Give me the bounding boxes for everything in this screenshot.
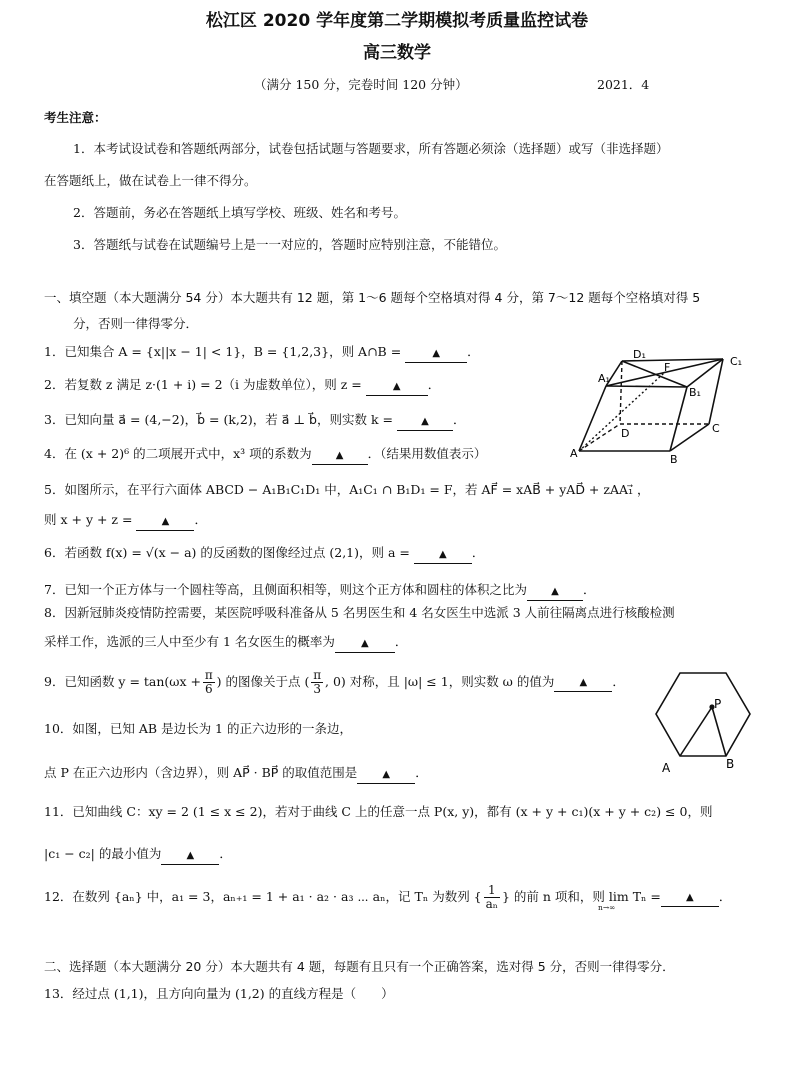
question-12-part-a: 12．在数列 {aₙ} 中，a₁ = 3，aₙ₊₁ = 1 + a₁ · a₂ · a₃ ⋯ aₙ，记 Tₙ 为数列 {	[44, 889, 482, 904]
question-12-end: ．	[718, 889, 732, 904]
fraction-numerator: 1	[487, 882, 496, 897]
question-12	[44, 880, 731, 914]
question-6-text: 6．若函数 f(x) = √(x − a) 的反函数的图像经过点 (2,1)，则 a =	[44, 545, 414, 560]
fraction-denominator: 6	[205, 681, 213, 696]
answer-blank-12	[661, 888, 719, 907]
prism-label-a: A	[570, 447, 578, 460]
answer-blank-11	[161, 846, 219, 865]
question-5-line-1: 5．如图所示，在平行六面体 ABCD − A₁B₁C₁D₁ 中，A₁C₁ ∩ B₁D₁ = F，若 AF⃗ = xAB⃗ + yAD⃗ + zAA₁⃗ ，	[44, 482, 650, 497]
prism-label-c: C	[712, 422, 720, 435]
blank-triangle: ▲	[361, 638, 369, 649]
hexagon-label-b: B	[726, 757, 735, 771]
notice-item-3: 3．答题纸与试卷在试题编号上是一一对应的，答题时应特别注意，不能错位。	[73, 237, 506, 252]
question-5-text: 则 x + y + z =	[44, 512, 137, 527]
fraction-numerator: π	[204, 667, 213, 682]
limit-subscript: n→∞	[598, 903, 616, 912]
fraction-denominator: 3	[313, 681, 321, 696]
question-4-tail: ．（结果用数值表示）	[367, 446, 487, 461]
notice-item-2: 2．答题前，务必在答题纸上填写学校、班级、姓名和考号。	[73, 205, 406, 220]
blank-triangle: ▲	[686, 891, 694, 903]
prism-label-d: D	[621, 427, 630, 440]
notice-heading: 考生注意：	[44, 110, 107, 125]
question-13: 13．经过点 (1,1)，且方向向量为 (1,2) 的直线方程是（ ）	[44, 986, 394, 1001]
answer-blank-8	[335, 634, 395, 653]
question-11-end: ．	[219, 846, 232, 861]
question-12-part-b: } 的前 n 项和，则 lim Tₙ =	[501, 889, 661, 904]
question-3	[44, 412, 465, 431]
blank-triangle: ▲	[392, 381, 401, 392]
hexagon-label-p: P	[714, 697, 722, 711]
question-9-part-c: , 0) 对称，且 |ω| ≤ 1，则实数 ω 的值为	[325, 674, 555, 689]
question-8-end: ．	[394, 634, 408, 649]
answer-blank-4	[312, 446, 368, 465]
fraction-one-over-an	[484, 884, 500, 911]
prism-label-b1: B₁	[689, 386, 701, 399]
section-2-heading: 二、选择题（本大题满分 20 分）本大题共有 4 题，每题有且只有一个正确答案，选对得 5 分，否则一律得零分．	[44, 959, 675, 974]
question-2-text: 2．若复数 z 满足 z·(1 + i) = 2（i 为虚数单位），则 z =	[44, 377, 366, 392]
question-1-end: ．	[467, 344, 480, 359]
blank-triangle: ▲	[421, 416, 429, 427]
blank-triangle: ▲	[579, 676, 588, 688]
fraction-denominator: aₙ	[485, 896, 498, 911]
blank-triangle: ▲	[438, 549, 447, 560]
blank-triangle: ▲	[186, 850, 195, 861]
prism-label-a1: A₁	[598, 372, 610, 385]
question-9-part-a: 9．已知函数 y = tan(ωx +	[44, 674, 202, 689]
prism-label-b: B	[670, 453, 678, 466]
question-7-text: 7．已知一个正方体与一个圆柱等高，且侧面积相等，则这个正方体和圆柱的体积之比为	[44, 582, 527, 597]
question-9-end: ．	[612, 674, 625, 689]
exam-title: 松江区 2020 学年度第二学期模拟考质量监控试卷	[205, 11, 589, 31]
section-1-heading-line-2: 分，否则一律得零分．	[73, 316, 199, 331]
answer-blank-6	[414, 545, 472, 564]
fraction-numerator: π	[313, 667, 322, 682]
notice-item-1-line-2: 在答题纸上，做在试卷上一律不得分。	[44, 173, 257, 188]
exam-info: （满分 150 分，完卷时间 120 分钟）	[254, 77, 468, 92]
question-10-line-1: 10．如图，已知 AB 是边长为 1 的正六边形的一条边，	[44, 721, 352, 736]
fraction-pi-over-3	[311, 669, 323, 696]
blank-triangle: ▲	[551, 586, 559, 597]
question-3-end: ．	[452, 412, 466, 427]
section-1-heading-line-1: 一、填空题（本大题满分 54 分）本大题共有 12 题，第 1～6 题每个空格填对得 4 分，第 7～12 题每个空格填对得 5	[44, 290, 701, 305]
question-11-text: |c₁ − c₂| 的最小值为	[44, 846, 162, 861]
question-7	[44, 582, 595, 601]
question-10-end: ．	[415, 765, 428, 780]
question-10-text: 点 P 在正六边形内（含边界），则 AP⃗ · BP⃗ 的取值范围是	[44, 765, 358, 780]
hexagon-label-a: A	[662, 761, 671, 775]
blank-triangle: ▲	[335, 450, 344, 461]
notice-item-1-line-1: 1．本考试设试卷和答题纸两部分，试卷包括试题与答题要求，所有答题必须涂（选择题）或写（非选择题）	[73, 141, 669, 156]
parallelepiped-figure	[560, 340, 760, 470]
answer-blank-9	[554, 673, 612, 692]
fraction-pi-over-6	[203, 669, 215, 696]
prism-label-d1: D₁	[633, 348, 646, 361]
question-4	[44, 446, 486, 465]
question-2-end: ．	[427, 377, 441, 392]
blank-triangle: ▲	[432, 348, 441, 359]
answer-blank-1	[405, 344, 467, 363]
question-4-text: 4．在 (x + 2)⁶ 的二项展开式中，x³ 项的系数为	[44, 446, 312, 461]
question-1-text: 1．已知集合 A = {x||x − 1| < 1}，B = {1,2,3}，则 A∩B =	[44, 344, 406, 359]
question-10-line-2	[44, 765, 428, 784]
answer-blank-3	[397, 412, 453, 431]
prism-label-f: F	[664, 361, 671, 374]
answer-blank-2	[366, 377, 428, 396]
answer-blank-7	[527, 582, 583, 601]
question-5-line-2	[44, 512, 207, 531]
question-3-text: 3．已知向量 a⃗ = (4,−2)，b⃗ = (k,2)，若 a⃗ ⊥ b⃗，则实数 k =	[44, 412, 397, 427]
prism-label-c1: C₁	[730, 355, 743, 368]
question-2	[44, 377, 440, 396]
question-1	[44, 344, 480, 363]
question-5-end: ．	[194, 512, 207, 527]
question-7-end: ．	[582, 582, 596, 597]
answer-blank-10	[357, 765, 415, 784]
question-6	[44, 545, 484, 564]
question-8-text: 采样工作，选派的三人中至少有 1 名女医生的概率为	[44, 634, 335, 649]
blank-triangle: ▲	[382, 769, 391, 780]
question-11-line-1: 11．已知曲线 C：xy = 2 (1 ≤ x ≤ 2)，若对于曲线 C 上的任意一点 P(x, y)，都有 (x + y + c₁)(x + y + c₂) ≤ 0，则	[44, 804, 713, 819]
question-9	[44, 666, 625, 698]
exam-subject: 高三数学	[363, 43, 431, 63]
exam-date: 2021．4	[597, 77, 650, 92]
question-6-end: ．	[471, 545, 485, 560]
question-8-line-1: 8．因新冠肺炎疫情防控需要，某医院呼吸科准备从 5 名男医生和 4 名女医生中选派 3 人前往隔离点进行核酸检测	[44, 605, 675, 620]
blank-triangle: ▲	[161, 516, 170, 527]
hexagon-figure	[640, 655, 770, 775]
question-11-line-2	[44, 846, 232, 865]
question-8-line-2	[44, 634, 407, 653]
question-9-part-b: ) 的图像关于点 (	[216, 674, 310, 689]
answer-blank-5	[136, 512, 194, 531]
